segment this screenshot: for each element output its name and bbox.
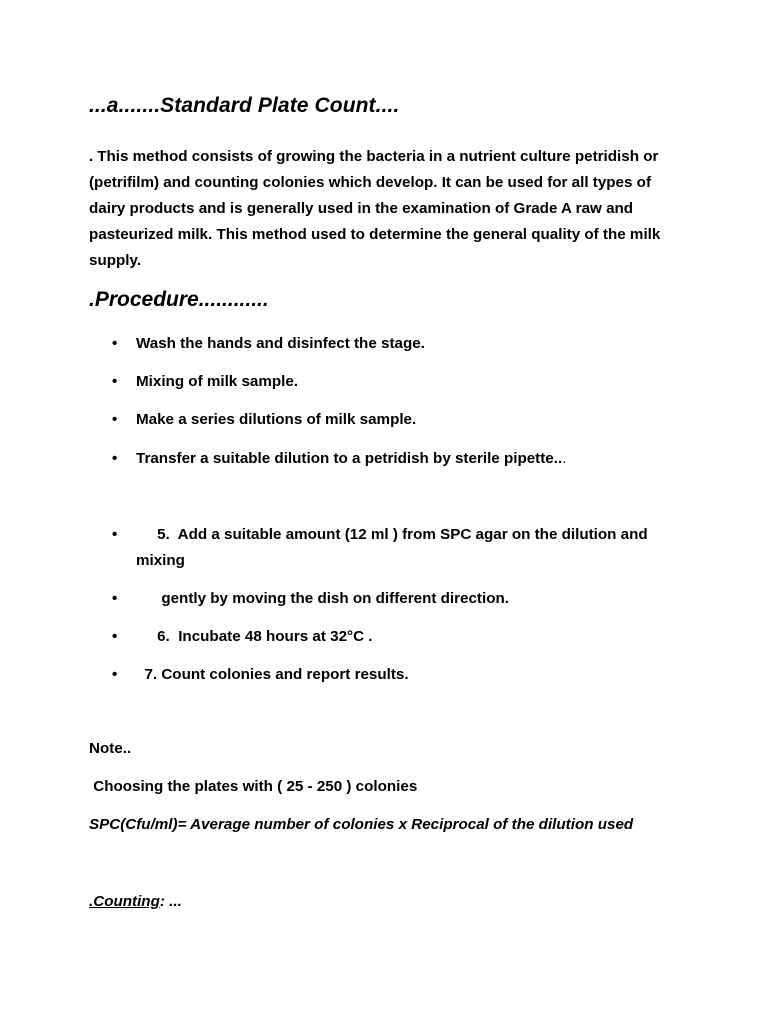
bullet-marker: • — [112, 335, 118, 352]
procedure-step — [112, 522, 672, 574]
intro-paragraph — [89, 144, 689, 274]
bullet-marker: • — [112, 373, 118, 390]
procedure-step-text: 7. Count colonies and report results. — [136, 666, 409, 683]
procedure-step — [112, 407, 672, 433]
procedure-step-text: Make a series dilutions of milk sample. — [136, 411, 417, 428]
counting-label: .Counting — [89, 893, 160, 910]
procedure-step — [112, 662, 672, 688]
intro-text: This method consists of growing the bacteria in a nutrient culture petridish or (petrifilm) and counting colonies which develop. It can be used for all types of dairy products and is generally used in the examination of Grade A raw and pasteurized milk. This method used to determine the general quality of the milk supply. — [89, 148, 661, 269]
procedure-step — [112, 446, 672, 472]
bullet-marker: • — [112, 666, 118, 683]
procedure-step — [112, 624, 672, 650]
procedure-step-text: Wash the hands and disinfect the stage. — [136, 335, 425, 352]
document-title: ...a.......Standard Plate Count.... — [89, 94, 400, 117]
procedure-step — [112, 331, 672, 357]
bullet-marker: • — [112, 450, 118, 467]
counting-suffix: : ... — [159, 893, 182, 910]
procedure-step-trailing-dot: . — [562, 450, 567, 467]
spc-formula: SPC(Cfu/ml)= Average number of colonies x Reciprocal of the dilution used — [89, 816, 634, 833]
procedure-step — [112, 586, 672, 612]
procedure-heading: .Procedure............ — [89, 288, 269, 311]
bullet-marker: • — [112, 628, 118, 645]
intro-lead-dot: . — [89, 148, 94, 165]
bullet-marker: • — [112, 411, 118, 428]
note-label: Note.. — [89, 740, 132, 757]
procedure-step — [112, 369, 672, 395]
bullet-marker: • — [112, 526, 118, 543]
procedure-step-text: Mixing of milk sample. — [136, 373, 299, 390]
counting-heading — [89, 893, 182, 910]
procedure-step-text: 6. Incubate 48 hours at 32°C . — [136, 628, 373, 645]
bullet-marker: • — [112, 590, 118, 607]
procedure-step-text: Transfer a suitable dilution to a petridish by sterile pipette.. — [136, 450, 563, 467]
procedure-step-text-wrap — [112, 446, 672, 472]
procedure-step-text: gently by moving the dish on different direction. — [136, 590, 509, 607]
note-text: Choosing the plates with ( 25 - 250 ) colonies — [89, 778, 418, 795]
procedure-step-text: 5. Add a suitable amount (12 ml ) from SPC agar on the dilution and mixing — [136, 526, 652, 569]
